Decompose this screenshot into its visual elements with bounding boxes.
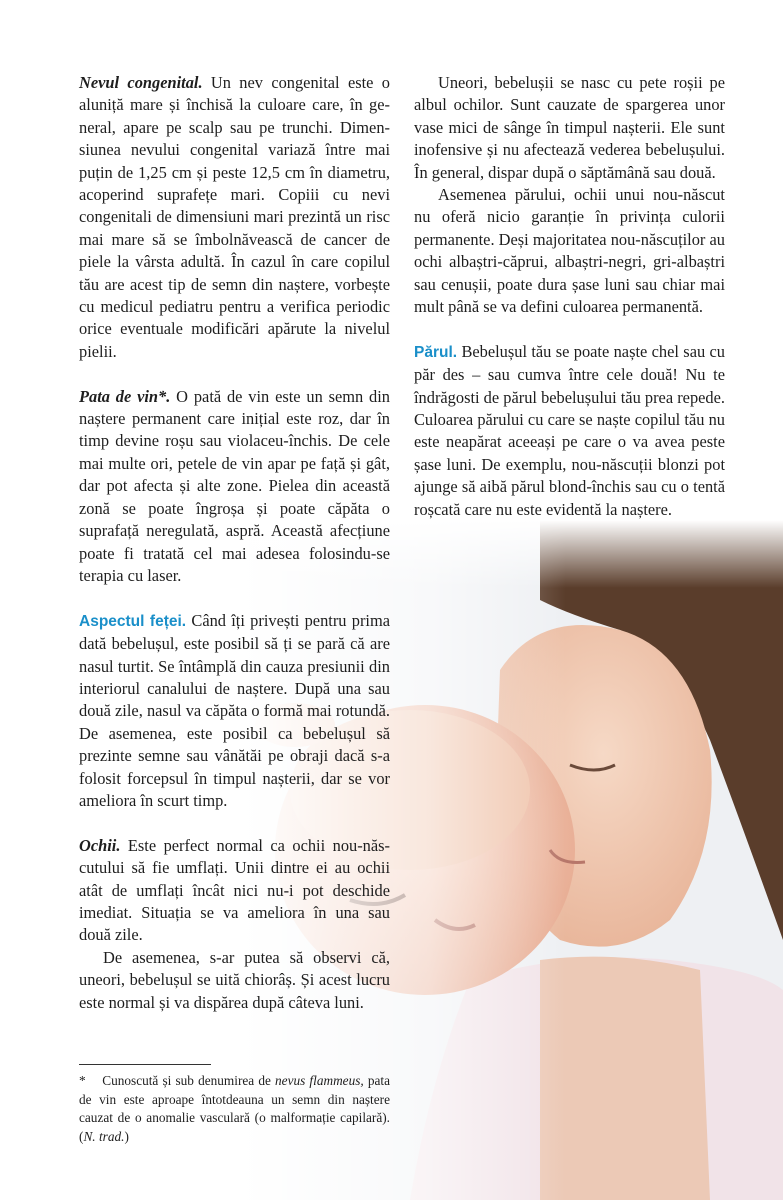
text-port-wine-stain: O pată de vin este un semn din naștere permanent care inițial este roz, dar în timp devine roșu sau violaceu-închis. De cele mai multe ori, petele de vin apar pe față și gât, dar pot afecta și alte zone. Pielea din această zonă se poate îngroșa și poate căpăta o suprafață neregulată, aspră. Această afecțiune poate fi tratată cel mai adesea folosindu-se terapia cu laser. (79, 386, 390, 585)
paragraph-red-spots-eyes: Uneori, bebelușii se nasc cu pete roșii pe albul ochilor. Sunt cauzate de spargerea unor vase mici de sânge în timpul nașterii. Ele sunt inofensive și nu afectează vederea bebelușului. În general, dispar după o săptămână sau două. (414, 73, 725, 182)
lead-eyes: Ochii. (79, 835, 121, 855)
footnote-term: nevus flammeus, (275, 1073, 364, 1088)
text-hair: Bebelușul tău se poate naște chel sau cu păr des – sau cumva între cele două! Nu te îndrăgosti de părul bebelușului tău prea repede. Culoarea părului cu care se naște copilul tău nu este neapărat aceeași pe care o va avea peste șase luni. De exemplu, nou-născuții blonzi pot ajunge să aibă părul blond-închis sau cu o tentă roșcată care nu este evidentă la naștere. (414, 341, 725, 519)
footnote (79, 1064, 390, 1146)
left-column (79, 72, 390, 1014)
heading-hair: Părul. (414, 343, 458, 361)
paragraph-eyes-squint: De asemenea, s-ar putea să observi că, uneori, bebelușul se uită chiorâș. Și acest lucru este normal și va dispărea după câteva luni. (79, 947, 390, 1012)
footnote-text-b: pata de vin este aproape întotdeauna un semn din naștere cauzat de o anomalie vasculară (o malformație capilară). ( (79, 1073, 390, 1144)
footnote-marker: * (79, 1073, 86, 1088)
footnote-translator: N. trad. (83, 1128, 125, 1144)
paragraph-port-wine-stain (79, 386, 390, 588)
paragraph-eyes (79, 835, 390, 947)
footnote-text (79, 1072, 390, 1146)
heading-face-appearance: Aspectul feței. (79, 612, 187, 630)
paragraph-eye-color: Asemenea părului, ochii unui nou-născut nu oferă nicio garanție în privința culorii permanente. Deși majoritatea nou-născuților au ochi albaștri-căprui, albaștri-negri, gri-albaștri sau cenușii, poate dura șase luni sau chiar mai mult până se va defini culoarea permanentă. (414, 185, 725, 317)
lead-congenital-nevus: Nevul congenital. (79, 73, 203, 92)
paragraph-face-appearance (79, 610, 390, 813)
lead-port-wine-stain: Pata de vin*. (79, 386, 171, 406)
footnote-text-a: Cunoscută și sub denumirea de (102, 1073, 276, 1088)
paragraph-congenital-nevus (79, 72, 390, 363)
right-column (414, 72, 725, 521)
paragraph-hair (414, 341, 725, 521)
footnote-divider (79, 1064, 211, 1065)
text-face-appearance: Când îți privești pentru prima dată bebelușul, este posibil să ți se pară că are nasul turtit. Se întâmplă din cauza presiunii din interiorul canalului de naștere. După una sau două zile, nasul va căpăta o formă mai rotundă. De asemenea, este posibil ca bebelușul să prezinte semne sau vânătăi pe obraji dacă s-a folosit forcepsul în timpul nașterii, dar se vor ameliora în scurt timp. (79, 610, 390, 810)
text-eyes: Este perfect normal ca ochii nou-născutului să fie umflați. Unii dintre ei au ochii atât de umflați încât nici nu-i pot deschide imediat. Situația se va ameliora în una sau două zile. (79, 835, 390, 945)
footnote-text-c: ) (124, 1128, 129, 1144)
text-congenital-nevus: Un nev congenital este o aluniță mare și închisă la culoare care, în general, apare pe scalp sau pe trunchi. Dimensiunea nevului congenital variază între mai puțin de 1,25 cm și peste 12,5 cm în diametru, acoperind suprafețe mari. Copiii cu nevi congenitali de dimensiuni mari prezintă un risc mai mare să se îmbolnăvească de cancer de piele la vârsta adultă. În cazul în care copilul tău are acest tip de semn din naștere, vorbește cu medicul pediatru pentru a verifica periodic orice eventuale modificări apărute la nivelul pielii. (79, 73, 390, 361)
